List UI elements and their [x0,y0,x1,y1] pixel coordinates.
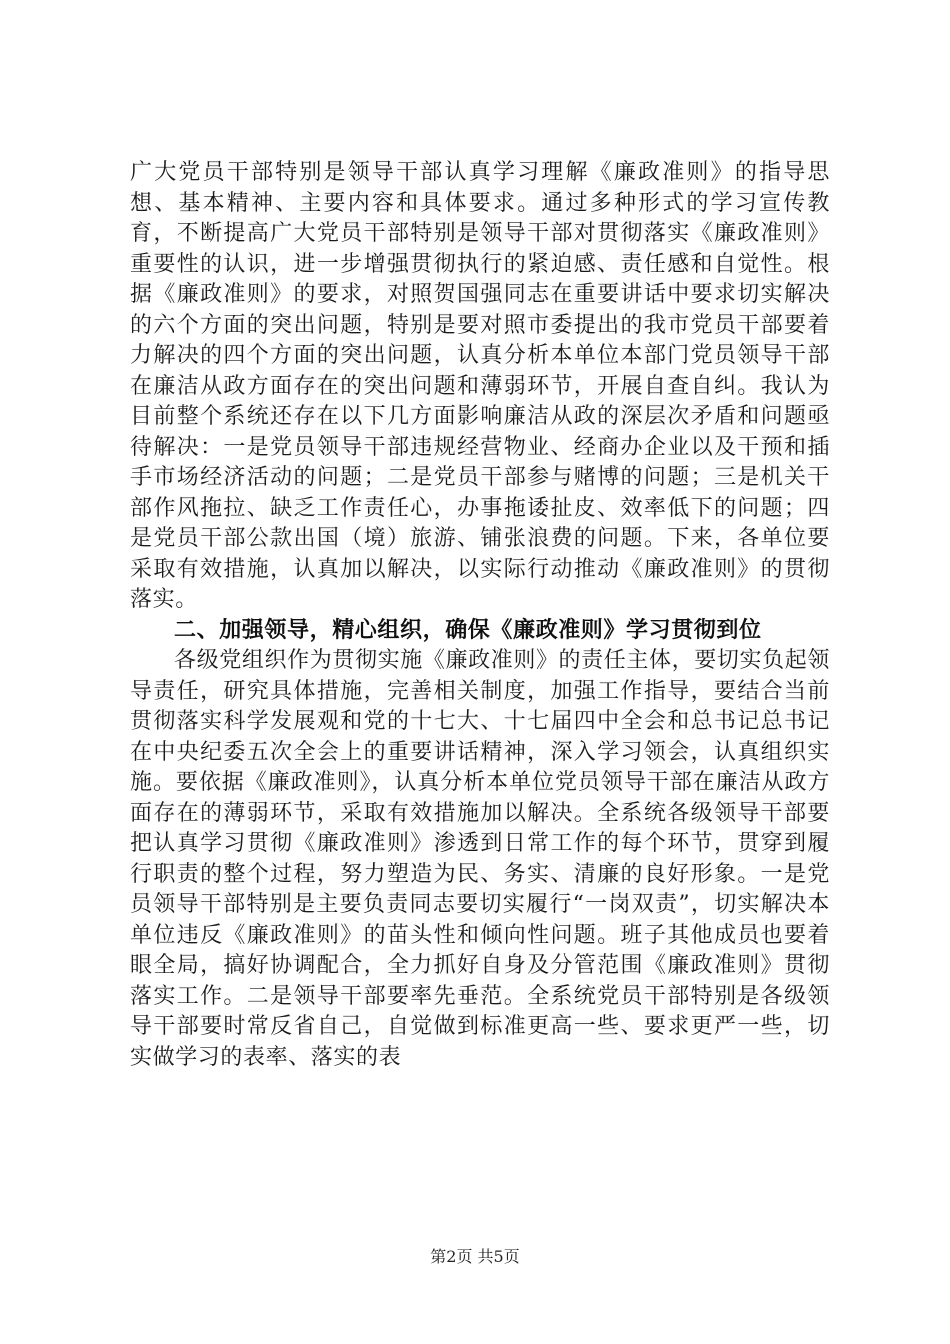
document-body [130,158,830,1073]
body-paragraph-1: 广大党员干部特别是领导干部认真学习理解《廉政准则》的指导思想、基本精神、主要内容和具体要求。通过多种形式的学习宣传教育，不断提高广大党员干部特别是领导干部对贯彻落实《廉政准则》重要性的认识，进一步增强贯彻执行的紧迫感、责任感和自觉性。根据《廉政准则》的要求，对照贺国强同志在重要讲话中要求切实解决的六个方面的突出问题，特别是要对照市委提出的我市党员干部要着力解决的四个方面的突出问题，认真分析本单位本部门党员领导干部在廉洁从政方面存在的突出问题和薄弱环节，开展自查自纠。我认为目前整个系统还存在以下几方面影响廉洁从政的深层次矛盾和问题亟待解决：一是党员领导干部违规经营物业、经商办企业以及干预和插手市场经济活动的问题；二是党员干部参与赌博的问题；三是机关干部作风拖拉、缺乏工作责任心，办事拖诿扯皮、效率低下的问题；四是党员干部公款出国（境）旅游、铺张浪费的问题。下来，各单位要采取有效措施，认真加以解决，以实际行动推动《廉政准则》的贯彻落实。 [130,160,830,612]
body-paragraph-2: 各级党组织作为贯彻实施《廉政准则》的责任主体，要切实负起领导责任，研究具体措施，完善相关制度，加强工作指导，要结合当前贯彻落实科学发展观和党的十七大、十七届四中全会和总书记总书记在中央纪委五次全会上的重要讲话精神，深入学习领会，认真组织实施。要依据《廉政准则》，认真分析本单位党员领导干部在廉洁从政方面存在的薄弱环节，采取有效措施加以解决。全系统各级领导干部要把认真学习贯彻《廉政准则》渗透到日常工作的每个环节，贯穿到履行职责的整个过程，努力塑造为民、务实、清廉的良好形象。一是党员领导干部特别是主要负责同志要切实履行“一岗双责”，切实解决本单位违反《廉政准则》的苗头性和倾向性问题。班子其他成员也要着眼全局，搞好协调配合，全力抓好自身及分管范围《廉政准则》贯彻落实工作。二是领导干部要率先垂范。全系统党员干部特别是各级领导干部要时常反省自己，自觉做到标准更高一些、要求更严一些，切实做学习的表率、落实的表 [130,648,830,1070]
section-heading-2: 二、加强领导，精心组织，确保《廉政准则》学习贯彻到位 [174,617,762,643]
page-footer: 第2页 共5页 [430,1247,520,1266]
